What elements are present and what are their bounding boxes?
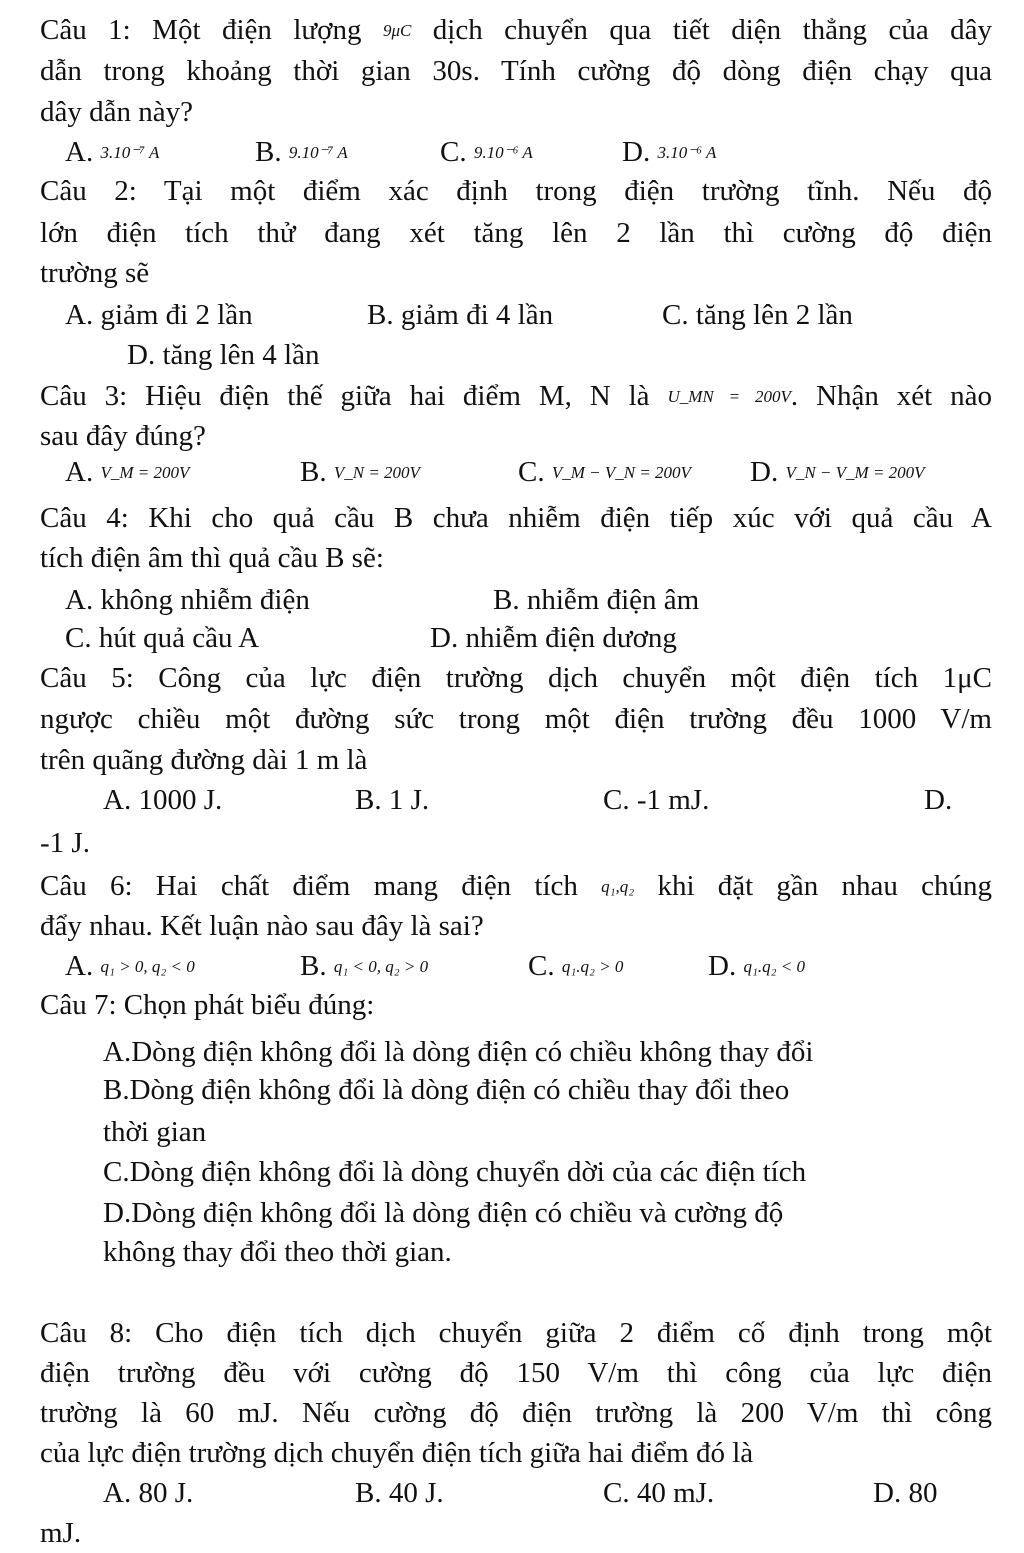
q3-option-d: D. V_N − V_M = 200V — [750, 456, 925, 488]
q2-option-b: B. giảm đi 4 lần — [367, 299, 554, 331]
q7-option-b: B.Dòng điện không đổi là dòng điện có chiều thay đổi theo — [103, 1074, 790, 1106]
q2-option-d: D. tăng lên 4 lần — [127, 339, 320, 371]
q7-option-d-wrap: không thay đổi theo thời gian. — [103, 1236, 452, 1268]
q2-option-a: A. giảm đi 2 lần — [65, 299, 253, 331]
q5-option-b: B. 1 J. — [355, 784, 430, 816]
text: Câu 1: Một điện lượng — [40, 14, 362, 46]
q8-stem-line-1: Câu 8: Cho điện tích dịch chuyển giữa 2 điểm cố định trong một — [40, 1317, 992, 1349]
q1-option-a: A. 3.10⁻⁷ A — [65, 136, 160, 168]
q1-stem-line-2: dẫn trong khoảng thời gian 30s. Tính cường độ dòng điện chạy qua — [40, 55, 992, 87]
q8-option-a: A. 80 J. — [103, 1477, 194, 1509]
q6-option-d: D. q₁.q₂ < 0 — [708, 950, 805, 982]
formula-q1q2: q₁,q₂ — [601, 877, 635, 896]
q6-option-b: B. q₁ < 0, q₂ > 0 — [300, 950, 429, 982]
text: dịch chuyển qua tiết diện thẳng của dây — [432, 14, 993, 46]
q1-stem-line-3: dây dẫn này? — [40, 96, 193, 128]
q6-stem-line-1: Câu 6: Hai chất điểm mang điện tích q₁,q₂ khi đặt gần nhau chúng — [40, 870, 992, 902]
q1-option-d: D. 3.10⁻⁶ A — [622, 136, 717, 168]
q7-option-a: A.Dòng điện không đổi là dòng điện có chiều không thay đổi — [103, 1036, 814, 1068]
q8-option-b: B. 40 J. — [355, 1477, 444, 1509]
q6-option-a: A. q₁ > 0, q₂ < 0 — [65, 950, 195, 982]
formula-charge: 9μC — [382, 21, 412, 40]
q2-stem-line-2: lớn điện tích thử đang xét tăng lên 2 lần thì cường độ điện — [40, 217, 992, 249]
q2-stem-line-1: Câu 2: Tại một điểm xác định trong điện trường tĩnh. Nếu độ — [40, 175, 992, 207]
q1-option-c: C. 9.10⁻⁶ A — [440, 136, 533, 168]
q1-stem-line-1 — [40, 10, 992, 51]
q5-option-d: D. — [924, 784, 953, 816]
q3-stem-line-1: Câu 3: Hiệu điện thế giữa hai điểm M, N là U_MN = 200V. Nhận xét nào — [40, 380, 993, 412]
q2-stem-line-3: trường sẽ — [40, 257, 150, 289]
q8-stem-line-2: điện trường đều với cường độ 150 V/m thì công của lực điện — [40, 1357, 992, 1389]
q5-option-c: C. -1 mJ. — [603, 784, 710, 816]
formula-umn: U_MN = 200V — [667, 387, 791, 406]
q8-option-c: C. 40 mJ. — [603, 1477, 715, 1509]
q4-stem-line-1: Câu 4: Khi cho quả cầu B chưa nhiễm điện tiếp xúc với quả cầu A — [40, 502, 992, 534]
q3-option-b: B. V_N = 200V — [300, 456, 420, 488]
q6-stem-line-2: đẩy nhau. Kết luận nào sau đây là sai? — [40, 910, 484, 942]
q7-stem: Câu 7: Chọn phát biểu đúng: — [40, 989, 375, 1021]
q6-option-c: C. q₁.q₂ > 0 — [528, 950, 624, 982]
q7-option-c: C.Dòng điện không đổi là dòng chuyển dời của các điện tích — [103, 1156, 807, 1188]
q4-option-d: D. nhiễm điện dương — [430, 622, 677, 654]
q5-stem-line-3: trên quãng đường dài 1 m là — [40, 744, 368, 776]
q8-option-d-wrap: mJ. — [40, 1517, 82, 1549]
q5-stem-line-1: Câu 5: Công của lực điện trường dịch chuyển một điện tích 1μC — [40, 662, 992, 694]
q3-stem-line-2: sau đây đúng? — [40, 420, 206, 452]
q4-stem-line-2: tích điện âm thì quả cầu B sẽ: — [40, 542, 384, 574]
q7-option-d: D.Dòng điện không đổi là dòng điện có chiều và cường độ — [103, 1197, 784, 1229]
q8-stem-line-4: của lực điện trường dịch chuyển điện tích giữa hai điểm đó là — [40, 1437, 754, 1469]
q7-option-b-wrap: thời gian — [103, 1116, 207, 1148]
q3-option-a: A. V_M = 200V — [65, 456, 190, 488]
q5-stem-line-2: ngược chiều một đường sức trong một điện trường đều 1000 V/m — [40, 703, 992, 735]
q4-option-b: B. nhiễm điện âm — [493, 584, 700, 616]
q3-option-c: C. V_M − V_N = 200V — [518, 456, 691, 488]
q2-option-c: C. tăng lên 2 lần — [662, 299, 853, 331]
q8-option-d: D. 80 — [873, 1477, 938, 1509]
q4-option-c: C. hút quả cầu A — [65, 622, 260, 654]
q5-option-d-wrap: -1 J. — [40, 827, 90, 859]
q8-stem-line-3: trường là 60 mJ. Nếu cường độ điện trường là 200 V/m thì công — [40, 1397, 992, 1429]
q4-option-a: A. không nhiễm điện — [65, 584, 310, 616]
q5-option-a: A. 1000 J. — [103, 784, 223, 816]
q1-option-b: B. 9.10⁻⁷ A — [255, 136, 348, 168]
